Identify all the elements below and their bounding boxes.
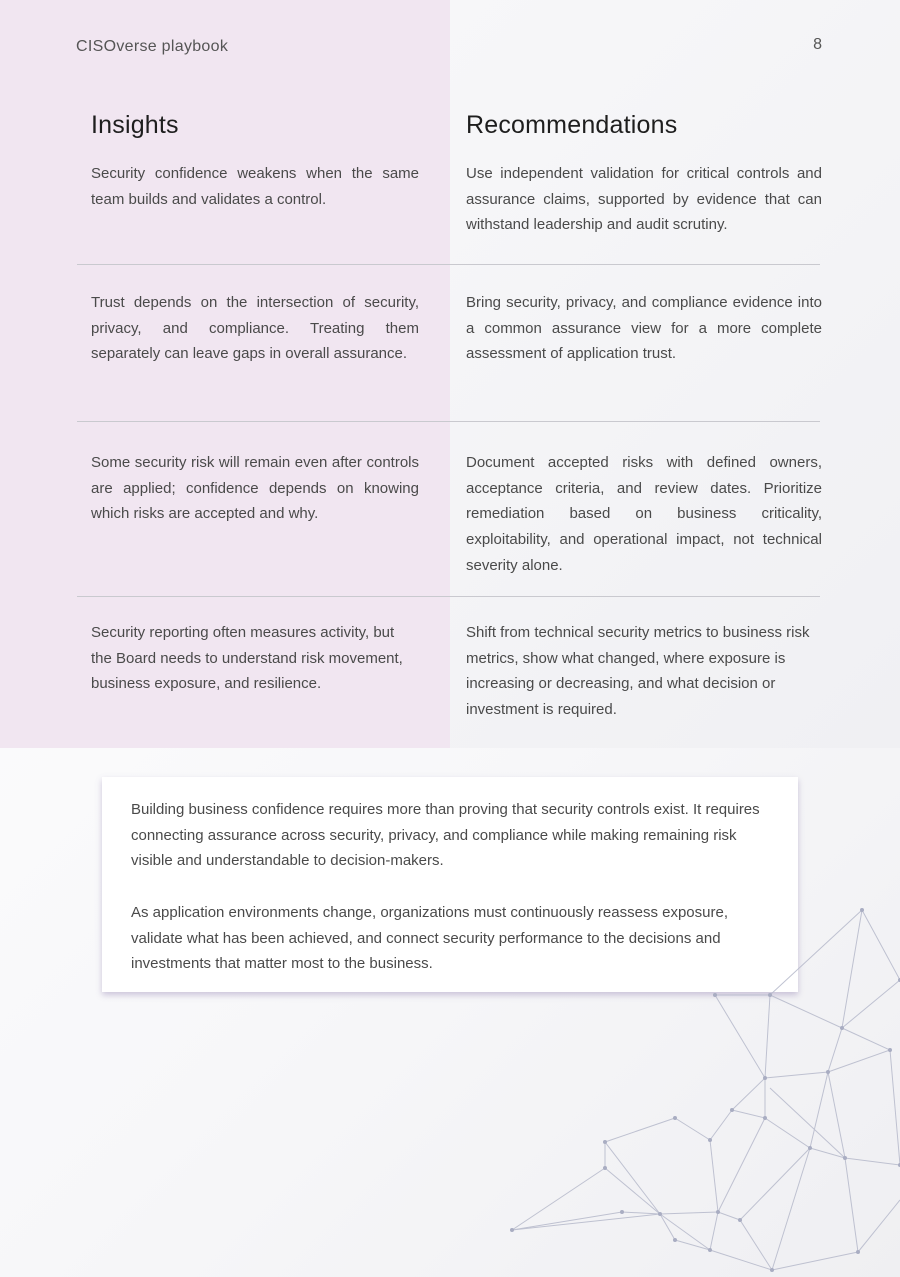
insight-text: Trust depends on the intersection of security, privacy, and compliance. Treating them separately can leave gaps in overall assurance. <box>91 294 419 363</box>
recommendation-text: Bring security, privacy, and compliance evidence into a common assurance view for a more complete assessment of application trust. <box>466 294 822 363</box>
callout-paragraph: Building business confidence requires more than proving that security controls exist. It requires connecting assurance across security, privacy, and compliance while making remaining risk visible and understandable to decision-makers. <box>131 801 760 870</box>
insight-text: Some security risk will remain even after controls are applied; confidence depends on knowing which risks are accepted and why. <box>91 454 419 523</box>
recommendation-text: Document accepted risks with defined owners, acceptance criteria, and review dates. Prioritize remediation based on business criticality, exploitability, and operational impact, not technical severity alone. <box>466 454 822 574</box>
insight-text: Security confidence weakens when the same team builds and validates a control. <box>91 165 419 208</box>
recommendation-text: Shift from technical security metrics to business risk metrics, show what changed, where exposure is increasing or decreasing, and what decision or investment is required. <box>466 624 810 719</box>
callout-paragraph: As application environments change, organizations must continuously reassess exposure, validate what has been achieved, and connect security performance to the decisions and investments that matter most to the business. <box>131 904 728 973</box>
row-divider <box>77 264 820 265</box>
row-divider <box>77 596 820 597</box>
insight-text: Security reporting often measures activity, but the Board needs to understand risk movement, business exposure, and resilience. <box>91 624 403 693</box>
recommendation-text: Use independent validation for critical controls and assurance claims, supported by evidence that can withstand leadership and audit scrutiny. <box>466 165 822 234</box>
network-mesh-decoration <box>500 900 900 1277</box>
insights-heading: Insights <box>91 111 179 139</box>
page-number: 8 <box>813 36 822 53</box>
recommendations-heading: Recommendations <box>466 111 678 139</box>
document-title: CISOverse playbook <box>76 38 229 55</box>
row-divider <box>77 421 820 422</box>
